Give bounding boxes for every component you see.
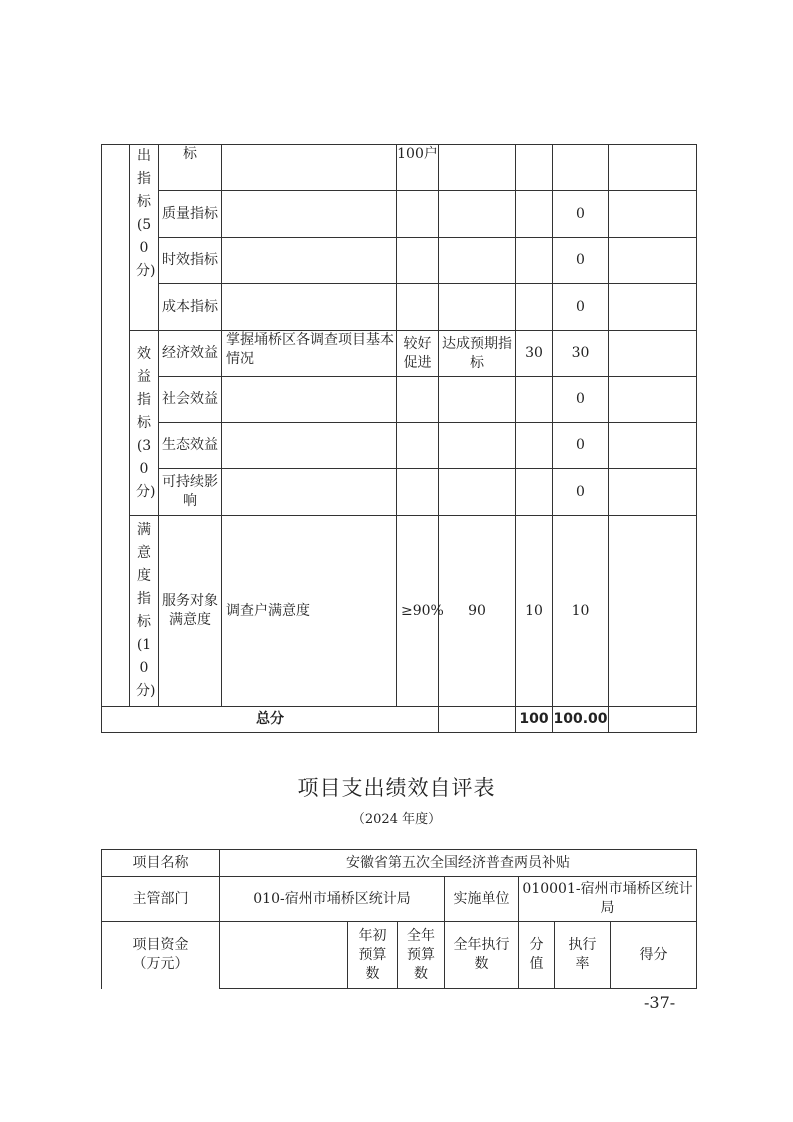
project-name-label: 项目名称 (102, 850, 220, 877)
total-label: 总分 (102, 707, 439, 733)
project-self-evaluation-table (101, 849, 697, 989)
target-value (397, 377, 439, 423)
remark (609, 377, 697, 423)
actual-value (439, 377, 516, 423)
target-value (397, 423, 439, 469)
total-weight: 100 (516, 707, 553, 733)
target-value: 较好促进 (397, 331, 439, 377)
score: 30 (553, 331, 609, 377)
actual-value (439, 145, 516, 191)
remark (609, 191, 697, 238)
indicator-content (222, 377, 397, 423)
indicator-content (222, 284, 397, 331)
total-remark (609, 707, 697, 733)
output-group-label: 出指标(50分) (130, 145, 159, 331)
table-row (102, 377, 697, 423)
remark (609, 284, 697, 331)
actual-value (439, 469, 516, 516)
weight (516, 423, 553, 469)
indicator-content (222, 145, 397, 191)
weight (516, 145, 553, 191)
table-row (102, 423, 697, 469)
score: 0 (553, 191, 609, 238)
target-value (397, 284, 439, 331)
remark (609, 145, 697, 191)
indicator-content (222, 469, 397, 516)
sub-indicator: 质量指标 (159, 191, 222, 238)
funds-header-blank (220, 922, 348, 989)
sub-indicator: 社会效益 (159, 377, 222, 423)
table-row (102, 922, 697, 989)
funds-header-score: 得分 (611, 922, 697, 989)
remark (609, 423, 697, 469)
department-label: 主管部门 (102, 877, 220, 922)
benefit-group-label: 效益指标(30分) (130, 331, 159, 516)
indicator-content: 掌握埇桥区各调查项目基本情况 (222, 331, 397, 377)
actual-value (439, 423, 516, 469)
target-value: ≥90% (397, 516, 439, 707)
target-value (397, 191, 439, 238)
table-row (102, 877, 697, 922)
page-number: -37- (644, 993, 676, 1012)
actual-value: 90 (439, 516, 516, 707)
satisfaction-group-label: 满意度指标(10分) (130, 516, 159, 707)
weight (516, 284, 553, 331)
funds-header-annual-execution: 全年执行数 (445, 922, 519, 989)
table-row (102, 516, 697, 707)
weight: 10 (516, 516, 553, 707)
performance-indicator-table (101, 144, 697, 733)
score: 0 (553, 238, 609, 284)
target-value (397, 238, 439, 284)
remark (609, 516, 697, 707)
sub-indicator: 经济效益 (159, 331, 222, 377)
table-row (102, 284, 697, 331)
funds-header-annual-budget: 全年预算数 (398, 922, 445, 989)
indicator-content (222, 423, 397, 469)
weight (516, 469, 553, 516)
target-value: 100户 (397, 145, 439, 191)
page-title: 项目支出绩效自评表 (297, 776, 496, 800)
actual-value (439, 284, 516, 331)
indicator-content: 调查户满意度 (222, 516, 397, 707)
remark (609, 331, 697, 377)
funds-label: 项目资金（万元） (102, 922, 220, 989)
total-actual (439, 707, 516, 733)
total-score: 100.00 (553, 707, 609, 733)
actual-value (439, 191, 516, 238)
score: 0 (553, 423, 609, 469)
sub-indicator: 生态效益 (159, 423, 222, 469)
table-row (102, 238, 697, 284)
funds-header-weight: 分值 (519, 922, 555, 989)
weight: 30 (516, 331, 553, 377)
table-row (102, 191, 697, 238)
sub-indicator: 成本指标 (159, 284, 222, 331)
weight (516, 191, 553, 238)
implementer-label: 实施单位 (445, 877, 519, 922)
table-row (102, 145, 697, 191)
level1-cell (102, 145, 130, 707)
total-row (102, 707, 697, 733)
funds-header-initial-budget: 年初预算数 (348, 922, 398, 989)
score: 10 (553, 516, 609, 707)
score: 0 (553, 284, 609, 331)
actual-value: 达成预期指标 (439, 331, 516, 377)
table-row (102, 469, 697, 516)
department-value: 010-宿州市埇桥区统计局 (220, 877, 445, 922)
actual-value (439, 238, 516, 284)
year-subtitle: （2024 年度） (351, 812, 442, 827)
implementer-value: 010001-宿州市埇桥区统计局 (519, 877, 697, 922)
sub-indicator: 服务对象满意度 (159, 516, 222, 707)
indicator-content (222, 238, 397, 284)
remark (609, 238, 697, 284)
target-value (397, 469, 439, 516)
score: 0 (553, 377, 609, 423)
sub-indicator: 可持续影响 (159, 469, 222, 516)
table-row (102, 331, 697, 377)
project-name-value: 安徽省第五次全国经济普查两员补贴 (220, 850, 697, 877)
funds-header-execution-rate: 执行率 (555, 922, 611, 989)
indicator-content (222, 191, 397, 238)
sub-indicator: 时效指标 (159, 238, 222, 284)
weight (516, 377, 553, 423)
score: 0 (553, 469, 609, 516)
table-row (102, 850, 697, 877)
sub-indicator: 标 (159, 145, 222, 191)
weight (516, 238, 553, 284)
score (553, 145, 609, 191)
remark (609, 469, 697, 516)
